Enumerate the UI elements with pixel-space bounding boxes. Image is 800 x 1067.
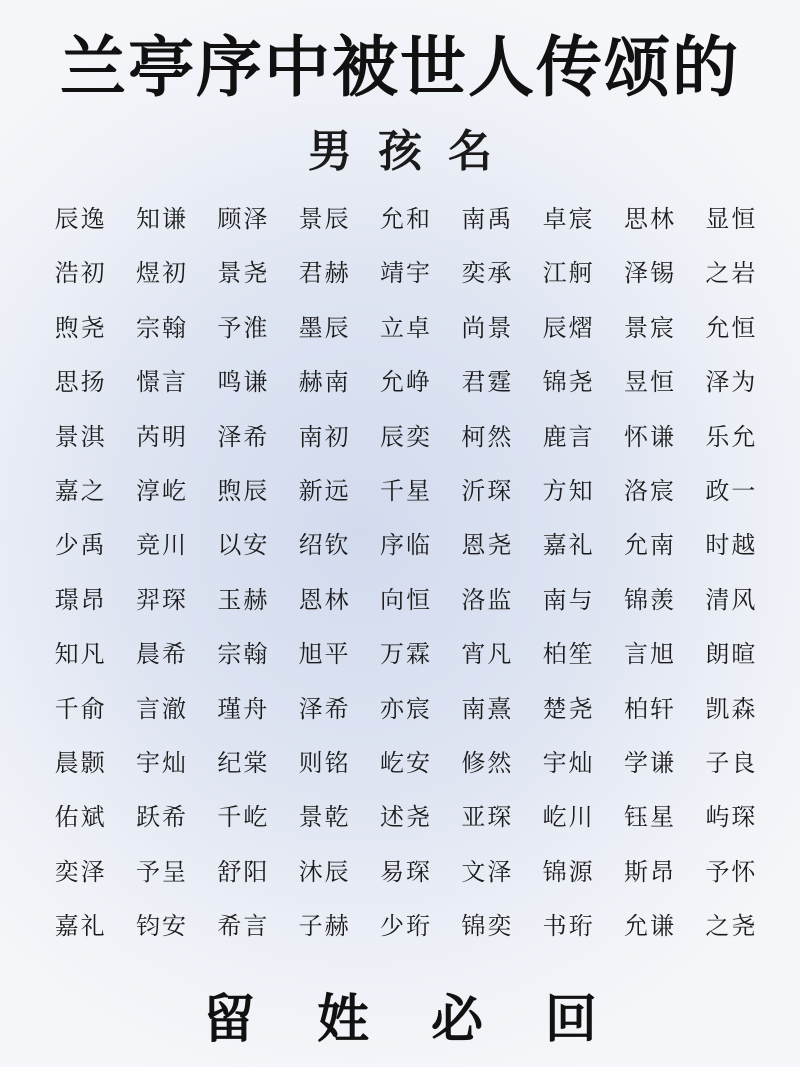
- name-cell: 允峥: [379, 368, 432, 397]
- name-cell: 怀谦: [623, 422, 676, 451]
- name-cell: 泽希: [217, 422, 270, 451]
- name-cell: 政一: [705, 476, 758, 505]
- name-cell: 以安: [217, 531, 270, 560]
- name-cell: 锦奕: [461, 912, 514, 941]
- name-cell: 舒阳: [217, 857, 270, 886]
- name-cell: 斯昂: [623, 857, 676, 886]
- name-cell: 恩林: [298, 585, 351, 614]
- name-cell: 知凡: [54, 640, 107, 669]
- name-cell: 嘉礼: [54, 912, 107, 941]
- name-cell: 宵凡: [461, 640, 514, 669]
- name-cell: 淳屹: [135, 476, 188, 505]
- name-cell: 跃希: [135, 803, 188, 832]
- name-cell: 鸣谦: [217, 368, 270, 397]
- name-cell: 新远: [298, 476, 351, 505]
- name-cell: 之岩: [705, 259, 758, 288]
- name-cell: 芮明: [135, 422, 188, 451]
- name-cell: 煦辰: [217, 476, 270, 505]
- name-cell: 允谦: [623, 912, 676, 941]
- name-cell: 泽锡: [623, 259, 676, 288]
- name-cell: 柯然: [461, 422, 514, 451]
- name-cell: 昱恒: [623, 368, 676, 397]
- name-cell: 思林: [623, 205, 676, 233]
- name-cell: 方知: [542, 476, 595, 505]
- name-cell: 子赫: [298, 912, 351, 941]
- name-cell: 屹川: [542, 803, 595, 832]
- poster-title: 兰亭序中被世人传颂的: [60, 29, 740, 106]
- name-cell: 立卓: [379, 313, 432, 342]
- name-cell: 辰熠: [542, 313, 595, 342]
- name-cell: 言旭: [623, 640, 676, 669]
- name-cell: 锦尧: [542, 368, 595, 397]
- name-cell: 恩尧: [461, 531, 514, 560]
- name-cell: 纪棠: [217, 748, 270, 777]
- name-cell: 少禹: [54, 531, 107, 560]
- name-cell: 千星: [379, 476, 432, 505]
- name-cell: 宗翰: [217, 640, 270, 669]
- name-cell: 南禹: [461, 205, 514, 233]
- name-cell: 旭平: [298, 640, 351, 669]
- name-cell: 宇灿: [542, 748, 595, 777]
- name-cell: 景辰: [298, 205, 351, 233]
- name-cell: 沂琛: [461, 476, 514, 505]
- name-cell: 宇灿: [135, 748, 188, 777]
- name-cell: 予淮: [217, 313, 270, 342]
- name-cell: 泽希: [298, 694, 351, 723]
- name-cell: 竞川: [135, 531, 188, 560]
- name-cell: 思扬: [54, 368, 107, 397]
- name-cell: 屹安: [379, 748, 432, 777]
- name-cell: 亦宸: [379, 694, 432, 723]
- name-cell: 楚尧: [542, 694, 595, 723]
- name-cell: 奕泽: [54, 857, 107, 886]
- name-cell: 显恒: [705, 205, 758, 233]
- name-cell: 顾泽: [217, 205, 270, 233]
- name-cell: 卓宸: [542, 205, 595, 233]
- name-cell: 乐允: [705, 422, 758, 451]
- name-cell: 允南: [623, 531, 676, 560]
- name-cell: 向恒: [379, 585, 432, 614]
- name-cell: 钰星: [623, 803, 676, 832]
- name-cell: 时越: [705, 531, 758, 560]
- name-cell: 万霖: [379, 640, 432, 669]
- name-cell: 朗暄: [705, 640, 758, 669]
- name-cell: 洛监: [461, 585, 514, 614]
- name-cell: 煜初: [135, 259, 188, 288]
- name-cell: 靖宇: [379, 259, 432, 288]
- name-cell: 煦尧: [54, 313, 107, 342]
- name-cell: 予呈: [135, 857, 188, 886]
- name-cell: 君霆: [461, 368, 514, 397]
- name-cell: 允和: [379, 205, 432, 233]
- name-cell: 南初: [298, 422, 351, 451]
- name-cell: 沐辰: [298, 857, 351, 886]
- name-cell: 允恒: [705, 313, 758, 342]
- name-cell: 宗翰: [135, 313, 188, 342]
- name-cell: 墨辰: [298, 313, 351, 342]
- name-cell: 柏笙: [542, 640, 595, 669]
- name-cell: 景尧: [217, 259, 270, 288]
- name-cell: 憬言: [135, 368, 188, 397]
- name-cell: 尚景: [461, 313, 514, 342]
- footer-call-to-action: 留姓必回: [202, 989, 659, 1050]
- name-cell: 希言: [217, 912, 270, 941]
- name-cell: 佑斌: [54, 803, 107, 832]
- name-cell: 嘉礼: [542, 531, 595, 560]
- name-cell: 南熹: [461, 694, 514, 723]
- name-cell: 赫南: [298, 368, 351, 397]
- name-cell: 少珩: [379, 912, 432, 941]
- name-cell: 予怀: [705, 857, 758, 886]
- name-cell: 书珩: [542, 912, 595, 941]
- name-cell: 修然: [461, 748, 514, 777]
- name-cell: 锦羡: [623, 585, 676, 614]
- name-cell: 奕承: [461, 259, 514, 288]
- poster-subtitle: 男孩名: [308, 126, 518, 177]
- name-cell: 辰逸: [54, 205, 107, 233]
- name-cell: 文泽: [461, 857, 514, 886]
- name-cell: 浩初: [54, 259, 107, 288]
- name-cell: 景乾: [298, 803, 351, 832]
- name-cell: 钧安: [135, 912, 188, 941]
- name-grid: [40, 192, 772, 953]
- name-cell: 君赫: [298, 259, 351, 288]
- name-cell: 瑾舟: [217, 694, 270, 723]
- name-cell: 述尧: [379, 803, 432, 832]
- name-cell: 辰奕: [379, 422, 432, 451]
- name-cell: 羿琛: [135, 585, 188, 614]
- name-cell: 晨希: [135, 640, 188, 669]
- name-cell: 学谦: [623, 748, 676, 777]
- name-cell: 洛宸: [623, 476, 676, 505]
- name-cell: 凯森: [705, 694, 758, 723]
- name-cell: 嘉之: [54, 476, 107, 505]
- name-cell: 清风: [705, 585, 758, 614]
- name-cell: 则铭: [298, 748, 351, 777]
- name-cell: 晨颢: [54, 748, 107, 777]
- name-cell: 玉赫: [217, 585, 270, 614]
- name-cell: 景宸: [623, 313, 676, 342]
- name-cell: 知谦: [135, 205, 188, 233]
- name-cell: 鹿言: [542, 422, 595, 451]
- name-cell: 子良: [705, 748, 758, 777]
- name-cell: 千屹: [217, 803, 270, 832]
- name-cell: 南与: [542, 585, 595, 614]
- name-cell: 绍钦: [298, 531, 351, 560]
- name-cell: 屿琛: [705, 803, 758, 832]
- name-cell: 之尧: [705, 912, 758, 941]
- name-cell: 柏轩: [623, 694, 676, 723]
- name-cell: 泽为: [705, 368, 758, 397]
- name-cell: 亚琛: [461, 803, 514, 832]
- name-cell: 江舸: [542, 259, 595, 288]
- name-cell: 景淇: [54, 422, 107, 451]
- name-cell: 锦源: [542, 857, 595, 886]
- name-cell: 千俞: [54, 694, 107, 723]
- name-cell: 言澈: [135, 694, 188, 723]
- name-cell: 易琛: [379, 857, 432, 886]
- name-cell: 璟昂: [54, 585, 107, 614]
- name-cell: 序临: [379, 531, 432, 560]
